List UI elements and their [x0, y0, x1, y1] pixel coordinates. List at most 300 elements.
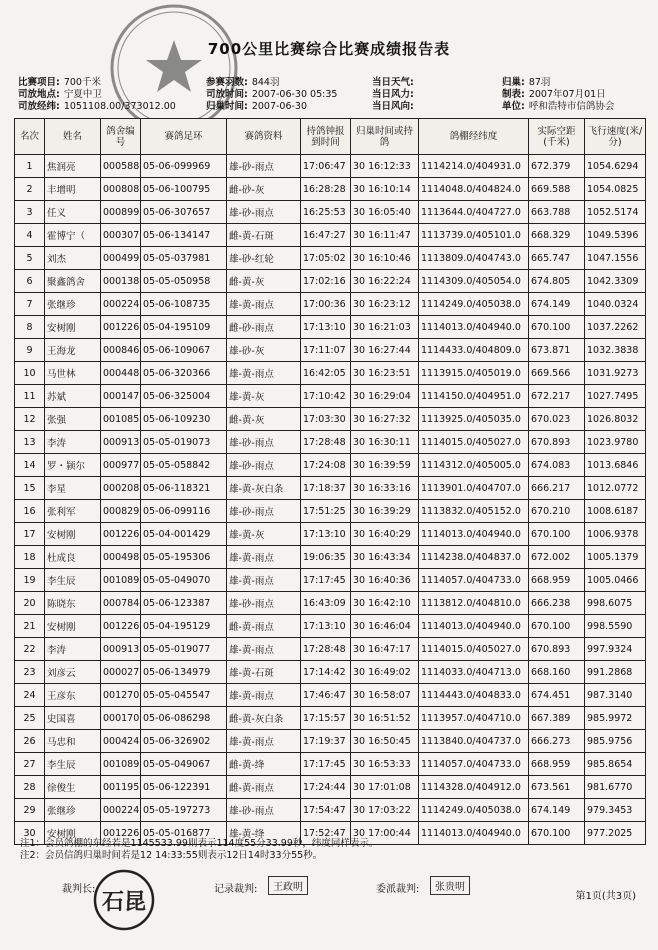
cell-ring: 05-05-019073 — [141, 431, 227, 454]
cell-info: 雌-砂-雨点 — [227, 316, 301, 339]
delegate-signature: 张贵明 — [430, 876, 470, 895]
cell-back: 30 16:39:29 — [351, 500, 419, 523]
cell-info: 雄-砂-雨点 — [227, 155, 301, 178]
cell-ring: 05-06-109230 — [141, 408, 227, 431]
cell-name: 苏斌 — [45, 385, 101, 408]
release-time-info: 司放时间: 2007-06-30 05:35 — [206, 89, 338, 100]
cell-ring: 05-06-134979 — [141, 661, 227, 684]
cell-ring: 05-06-099969 — [141, 155, 227, 178]
cell-clock: 17:17:45 — [301, 569, 351, 592]
cell-rank: 8 — [15, 316, 45, 339]
cell-back: 30 17:01:08 — [351, 776, 419, 799]
table-row — [15, 684, 646, 707]
cell-coord: 1114015.0/405027.0 — [419, 431, 529, 454]
table-row — [15, 155, 646, 178]
cell-rank: 12 — [15, 408, 45, 431]
table-row — [15, 293, 646, 316]
cell-name: 杜成良 — [45, 546, 101, 569]
cell-ring: 05-06-122391 — [141, 776, 227, 799]
table-row — [15, 431, 646, 454]
cell-rank: 16 — [15, 500, 45, 523]
cell-info: 雄-砂-雨点 — [227, 454, 301, 477]
cell-rank: 17 — [15, 523, 45, 546]
homing-info: 归巢: 87羽 — [502, 77, 551, 88]
cell-info: 雌-砂-灰 — [227, 178, 301, 201]
table-header-row — [15, 119, 646, 155]
cell-speed: 1032.3838 — [585, 339, 646, 362]
cell-clock: 17:10:42 — [301, 385, 351, 408]
cell-speed: 1005.1379 — [585, 546, 646, 569]
cell-dist: 670.100 — [529, 615, 585, 638]
cell-coord: 1114214.0/404931.0 — [419, 155, 529, 178]
cell-rank: 3 — [15, 201, 45, 224]
cell-clock: 17:13:10 — [301, 615, 351, 638]
cell-back: 30 16:58:07 — [351, 684, 419, 707]
cell-name: 马忠和 — [45, 730, 101, 753]
cell-loft: 000899 — [101, 201, 141, 224]
cell-ring: 05-05-195306 — [141, 546, 227, 569]
cell-dist: 673.871 — [529, 339, 585, 362]
unit-info: 单位: 呼和浩特市信鸽协会 — [502, 101, 615, 112]
report-title: 700公里比赛综合比赛成绩报告表 — [207, 40, 451, 58]
cell-loft: 000498 — [101, 546, 141, 569]
cell-clock: 16:28:28 — [301, 178, 351, 201]
cell-ring: 05-06-109067 — [141, 339, 227, 362]
cell-info: 雄-黄-雨点 — [227, 293, 301, 316]
cell-loft: 001226 — [101, 822, 141, 845]
table-row — [15, 523, 646, 546]
cell-clock: 17:46:47 — [301, 684, 351, 707]
cell-coord: 1114312.0/405005.0 — [419, 454, 529, 477]
cell-info: 雄-砂-雨点 — [227, 592, 301, 615]
cell-loft: 000224 — [101, 293, 141, 316]
cell-speed: 1047.1556 — [585, 247, 646, 270]
table-row — [15, 270, 646, 293]
cell-info: 雄-黄-灰 — [227, 523, 301, 546]
cell-name: 刘彦云 — [45, 661, 101, 684]
svg-text:石昆: 石昆 — [101, 889, 147, 915]
cell-coord: 1114015.0/405027.0 — [419, 638, 529, 661]
cell-name: 安树刚 — [45, 615, 101, 638]
cell-clock: 17:03:30 — [301, 408, 351, 431]
cell-back: 30 16:43:34 — [351, 546, 419, 569]
cell-rank: 13 — [15, 431, 45, 454]
cell-back: 30 16:27:32 — [351, 408, 419, 431]
cell-back: 30 16:42:10 — [351, 592, 419, 615]
column-header: 实际空距(千米) — [529, 119, 585, 155]
cell-loft: 000829 — [101, 500, 141, 523]
cell-info: 雌-黄-雨点 — [227, 615, 301, 638]
cell-info: 雌-黄-石斑 — [227, 224, 301, 247]
cell-name: 张利军 — [45, 500, 101, 523]
cell-coord: 1114013.0/404940.0 — [419, 822, 529, 845]
cell-clock: 17:51:25 — [301, 500, 351, 523]
table-row — [15, 753, 646, 776]
cell-speed: 1054.6294 — [585, 155, 646, 178]
cell-speed: 985.9756 — [585, 730, 646, 753]
table-row — [15, 615, 646, 638]
cell-info: 雄-黄-雨点 — [227, 684, 301, 707]
cell-clock: 17:00:36 — [301, 293, 351, 316]
cell-clock: 16:25:53 — [301, 201, 351, 224]
cell-loft: 000977 — [101, 454, 141, 477]
cell-ring: 05-06-099116 — [141, 500, 227, 523]
cell-speed: 1026.8032 — [585, 408, 646, 431]
cell-name: 徐俊生 — [45, 776, 101, 799]
cell-ring: 05-05-197273 — [141, 799, 227, 822]
cell-dist: 670.893 — [529, 431, 585, 454]
table-row — [15, 661, 646, 684]
cell-back: 30 16:49:02 — [351, 661, 419, 684]
cell-dist: 670.023 — [529, 408, 585, 431]
cell-ring: 05-05-016877 — [141, 822, 227, 845]
page-number: 第1页(共3页) — [575, 891, 636, 902]
cell-back: 30 16:10:14 — [351, 178, 419, 201]
cell-info: 雄-黄-石斑 — [227, 661, 301, 684]
cell-ring: 05-05-045547 — [141, 684, 227, 707]
cell-rank: 27 — [15, 753, 45, 776]
cell-info: 雄-黄-绛 — [227, 822, 301, 845]
cell-coord: 1113840.0/404737.0 — [419, 730, 529, 753]
cell-name: 安树刚 — [45, 316, 101, 339]
recorder-signature: 王政明 — [268, 876, 308, 895]
cell-loft: 000499 — [101, 247, 141, 270]
cell-rank: 20 — [15, 592, 45, 615]
table-row — [15, 408, 646, 431]
wind-info: 当日风力: — [372, 89, 414, 100]
cell-rank: 4 — [15, 224, 45, 247]
column-header: 飞行速度(米/分) — [585, 119, 646, 155]
cell-clock: 17:13:10 — [301, 523, 351, 546]
column-header: 名次 — [15, 119, 45, 155]
cell-info: 雌-黄-灰 — [227, 408, 301, 431]
cell-speed: 979.3453 — [585, 799, 646, 822]
cell-dist: 667.389 — [529, 707, 585, 730]
made-date-info: 制表: 2007年07月01日 — [502, 89, 606, 100]
association-stamp-icon — [108, 2, 240, 134]
cell-rank: 19 — [15, 569, 45, 592]
cell-dist: 672.379 — [529, 155, 585, 178]
cell-coord: 1113957.0/404710.0 — [419, 707, 529, 730]
entries-info: 参赛羽数: 844羽 — [206, 77, 280, 88]
cell-dist: 674.451 — [529, 684, 585, 707]
cell-speed: 1054.0825 — [585, 178, 646, 201]
cell-dist: 674.083 — [529, 454, 585, 477]
cell-ring: 05-06-123387 — [141, 592, 227, 615]
cell-rank: 24 — [15, 684, 45, 707]
cell-info: 雌-黄-灰 — [227, 270, 301, 293]
cell-clock: 19:06:35 — [301, 546, 351, 569]
table-row — [15, 730, 646, 753]
cell-name: 张继珍 — [45, 799, 101, 822]
cell-info: 雄-砂-雨点 — [227, 500, 301, 523]
location-info: 司放地点: 宁夏中卫 — [18, 89, 102, 100]
cell-back: 30 16:23:51 — [351, 362, 419, 385]
cell-ring: 05-06-325004 — [141, 385, 227, 408]
cell-dist: 668.959 — [529, 753, 585, 776]
cell-loft: 000147 — [101, 385, 141, 408]
cell-rank: 10 — [15, 362, 45, 385]
cell-dist: 668.329 — [529, 224, 585, 247]
column-header: 赛鸽足环 — [141, 119, 227, 155]
cell-speed: 977.2025 — [585, 822, 646, 845]
cell-info: 雄-砂-红轮 — [227, 247, 301, 270]
table-row — [15, 799, 646, 822]
cell-clock: 17:14:42 — [301, 661, 351, 684]
table-row — [15, 592, 646, 615]
table-row — [15, 339, 646, 362]
cell-rank: 15 — [15, 477, 45, 500]
cell-clock: 17:02:16 — [301, 270, 351, 293]
cell-dist: 674.149 — [529, 293, 585, 316]
cell-info: 雌-黄-灰白条 — [227, 707, 301, 730]
cell-ring: 05-05-049070 — [141, 569, 227, 592]
cell-dist: 670.100 — [529, 316, 585, 339]
cell-rank: 21 — [15, 615, 45, 638]
cell-clock: 17:11:07 — [301, 339, 351, 362]
cell-ring: 05-06-086298 — [141, 707, 227, 730]
column-header: 鸽棚经纬度 — [419, 119, 529, 155]
weather-info: 当日天气: — [372, 77, 414, 88]
cell-name: 王彦东 — [45, 684, 101, 707]
cell-back: 30 16:11:47 — [351, 224, 419, 247]
cell-name: 安树刚 — [45, 822, 101, 845]
cell-back: 30 16:22:24 — [351, 270, 419, 293]
cell-loft: 000808 — [101, 178, 141, 201]
cell-clock: 17:18:37 — [301, 477, 351, 500]
cell-back: 30 16:39:59 — [351, 454, 419, 477]
cell-dist: 674.149 — [529, 799, 585, 822]
table-row — [15, 477, 646, 500]
cell-back: 30 16:23:12 — [351, 293, 419, 316]
cell-back: 30 16:05:40 — [351, 201, 419, 224]
cell-dist: 674.805 — [529, 270, 585, 293]
cell-loft: 001270 — [101, 684, 141, 707]
cell-name: 李星 — [45, 477, 101, 500]
results-table — [14, 118, 646, 845]
cell-clock: 16:47:27 — [301, 224, 351, 247]
cell-back: 30 16:10:46 — [351, 247, 419, 270]
cell-loft: 000224 — [101, 799, 141, 822]
cell-speed: 985.8654 — [585, 753, 646, 776]
cell-loft: 000307 — [101, 224, 141, 247]
table-row — [15, 454, 646, 477]
cell-speed: 981.6770 — [585, 776, 646, 799]
cell-speed: 1013.6846 — [585, 454, 646, 477]
cell-back: 30 16:50:45 — [351, 730, 419, 753]
cell-rank: 18 — [15, 546, 45, 569]
cell-ring: 05-04-001429 — [141, 523, 227, 546]
cell-coord: 1114057.0/404733.0 — [419, 569, 529, 592]
column-header: 赛鸽资料 — [227, 119, 301, 155]
cell-name: 霍博宁（ — [45, 224, 101, 247]
cell-back: 30 17:00:44 — [351, 822, 419, 845]
cell-coord: 1114150.0/404951.0 — [419, 385, 529, 408]
cell-dist: 668.959 — [529, 569, 585, 592]
cell-dist: 670.893 — [529, 638, 585, 661]
cell-info: 雄-黄-雨点 — [227, 730, 301, 753]
cell-info: 雄-砂-雨点 — [227, 201, 301, 224]
cell-info: 雄-砂-雨点 — [227, 799, 301, 822]
cell-dist: 670.100 — [529, 822, 585, 845]
cell-coord: 1114249.0/405038.0 — [419, 799, 529, 822]
cell-loft: 001226 — [101, 523, 141, 546]
cell-loft: 000846 — [101, 339, 141, 362]
cell-clock: 17:06:47 — [301, 155, 351, 178]
cell-ring: 05-06-320366 — [141, 362, 227, 385]
cell-rank: 25 — [15, 707, 45, 730]
cell-clock: 17:19:37 — [301, 730, 351, 753]
cell-back: 30 16:21:03 — [351, 316, 419, 339]
cell-loft: 000784 — [101, 592, 141, 615]
cell-coord: 1114443.0/404833.0 — [419, 684, 529, 707]
cell-loft: 000027 — [101, 661, 141, 684]
cell-ring: 05-06-108735 — [141, 293, 227, 316]
column-header: 姓名 — [45, 119, 101, 155]
table-row — [15, 385, 646, 408]
cell-speed: 1031.9273 — [585, 362, 646, 385]
cell-back: 30 16:33:16 — [351, 477, 419, 500]
column-header: 归巢时间或持鸽 — [351, 119, 419, 155]
table-row — [15, 224, 646, 247]
cell-speed: 1005.0466 — [585, 569, 646, 592]
cell-ring: 05-04-195129 — [141, 615, 227, 638]
cell-dist: 672.217 — [529, 385, 585, 408]
cell-speed: 987.3140 — [585, 684, 646, 707]
cell-speed: 1023.9780 — [585, 431, 646, 454]
table-row — [15, 707, 646, 730]
cell-rank: 26 — [15, 730, 45, 753]
table-row — [15, 776, 646, 799]
cell-coord: 1114328.0/404912.0 — [419, 776, 529, 799]
cell-name: 焦润亮 — [45, 155, 101, 178]
cell-dist: 672.002 — [529, 546, 585, 569]
cell-clock: 17:17:45 — [301, 753, 351, 776]
cell-info: 雄-砂-雨点 — [227, 431, 301, 454]
cell-name: 张强 — [45, 408, 101, 431]
table-row — [15, 316, 646, 339]
table-row — [15, 247, 646, 270]
cell-ring: 05-05-058842 — [141, 454, 227, 477]
cell-name: 李生辰 — [45, 753, 101, 776]
cell-coord: 1113832.0/405152.0 — [419, 500, 529, 523]
column-header: 持鸽钟报到时间 — [301, 119, 351, 155]
cell-name: 李涛 — [45, 638, 101, 661]
cell-ring: 05-06-118321 — [141, 477, 227, 500]
cell-speed: 1006.9378 — [585, 523, 646, 546]
cell-back: 30 16:12:33 — [351, 155, 419, 178]
cell-name: 马世林 — [45, 362, 101, 385]
note-1: 注1：会员鸽棚的东经若是1145533.99则表示114度55分33.99秒，纬度同样表示。 — [20, 838, 379, 849]
cell-dist: 666.238 — [529, 592, 585, 615]
cell-name: 安树刚 — [45, 523, 101, 546]
cell-name: 李生辰 — [45, 569, 101, 592]
wind-dir-info: 当日风向: — [372, 101, 414, 112]
cell-back: 30 16:29:04 — [351, 385, 419, 408]
cell-info: 雄-黄-雨点 — [227, 546, 301, 569]
cell-back: 30 16:51:52 — [351, 707, 419, 730]
cell-loft: 000138 — [101, 270, 141, 293]
cell-speed: 997.9324 — [585, 638, 646, 661]
table-row — [15, 500, 646, 523]
cell-ring: 05-05-019077 — [141, 638, 227, 661]
referee-label: 裁判长: — [62, 884, 96, 895]
cell-clock: 17:15:57 — [301, 707, 351, 730]
cell-clock: 17:54:47 — [301, 799, 351, 822]
cell-back: 30 16:40:36 — [351, 569, 419, 592]
cell-ring: 05-06-100795 — [141, 178, 227, 201]
notes — [20, 838, 378, 862]
cell-back: 30 16:47:17 — [351, 638, 419, 661]
cell-info: 雄-砂-灰 — [227, 339, 301, 362]
cell-rank: 28 — [15, 776, 45, 799]
cell-rank: 7 — [15, 293, 45, 316]
cell-name: 聚鑫鸽舍 — [45, 270, 101, 293]
cell-loft: 001226 — [101, 615, 141, 638]
cell-info: 雄-黄-灰白条 — [227, 477, 301, 500]
table-row — [15, 201, 646, 224]
cell-speed: 998.5590 — [585, 615, 646, 638]
cell-speed: 1052.5174 — [585, 201, 646, 224]
cell-loft: 000208 — [101, 477, 141, 500]
cell-dist: 669.588 — [529, 178, 585, 201]
cell-rank: 1 — [15, 155, 45, 178]
cell-clock: 17:28:48 — [301, 638, 351, 661]
cell-dist: 666.217 — [529, 477, 585, 500]
referee-seal-icon — [92, 868, 156, 932]
cell-name: 史国喜 — [45, 707, 101, 730]
cell-coord: 1114013.0/404940.0 — [419, 316, 529, 339]
cell-name: 任义 — [45, 201, 101, 224]
cell-clock: 16:42:05 — [301, 362, 351, 385]
cell-speed: 1008.6187 — [585, 500, 646, 523]
cell-info: 雄-黄-雨点 — [227, 638, 301, 661]
cell-speed: 1037.2262 — [585, 316, 646, 339]
cell-name: 李涛 — [45, 431, 101, 454]
cell-speed: 985.9972 — [585, 707, 646, 730]
cell-speed: 1012.0772 — [585, 477, 646, 500]
cell-loft: 001085 — [101, 408, 141, 431]
cell-coord: 1114033.0/404713.0 — [419, 661, 529, 684]
cell-rank: 6 — [15, 270, 45, 293]
results-body — [15, 155, 646, 845]
cell-coord: 1113901.0/404707.0 — [419, 477, 529, 500]
cell-coord: 1113644.0/404727.0 — [419, 201, 529, 224]
cell-loft: 000424 — [101, 730, 141, 753]
cell-back: 30 17:03:22 — [351, 799, 419, 822]
cell-dist: 670.210 — [529, 500, 585, 523]
table-row — [15, 178, 646, 201]
cell-back: 30 16:40:29 — [351, 523, 419, 546]
cell-ring: 05-04-195109 — [141, 316, 227, 339]
cell-dist: 673.561 — [529, 776, 585, 799]
cell-loft: 001089 — [101, 569, 141, 592]
column-header: 鸽舍编号 — [101, 119, 141, 155]
cell-ring: 05-06-134147 — [141, 224, 227, 247]
cell-coord: 1114048.0/404824.0 — [419, 178, 529, 201]
cell-dist: 668.160 — [529, 661, 585, 684]
cell-info: 雄-黄-雨点 — [227, 362, 301, 385]
cell-clock: 17:28:48 — [301, 431, 351, 454]
cell-dist: 663.788 — [529, 201, 585, 224]
cell-ring: 05-05-050958 — [141, 270, 227, 293]
cell-name: 张继珍 — [45, 293, 101, 316]
cell-loft: 001195 — [101, 776, 141, 799]
cell-speed: 1049.5396 — [585, 224, 646, 247]
table-row — [15, 546, 646, 569]
cell-coord: 1114433.0/404809.0 — [419, 339, 529, 362]
table-row — [15, 638, 646, 661]
